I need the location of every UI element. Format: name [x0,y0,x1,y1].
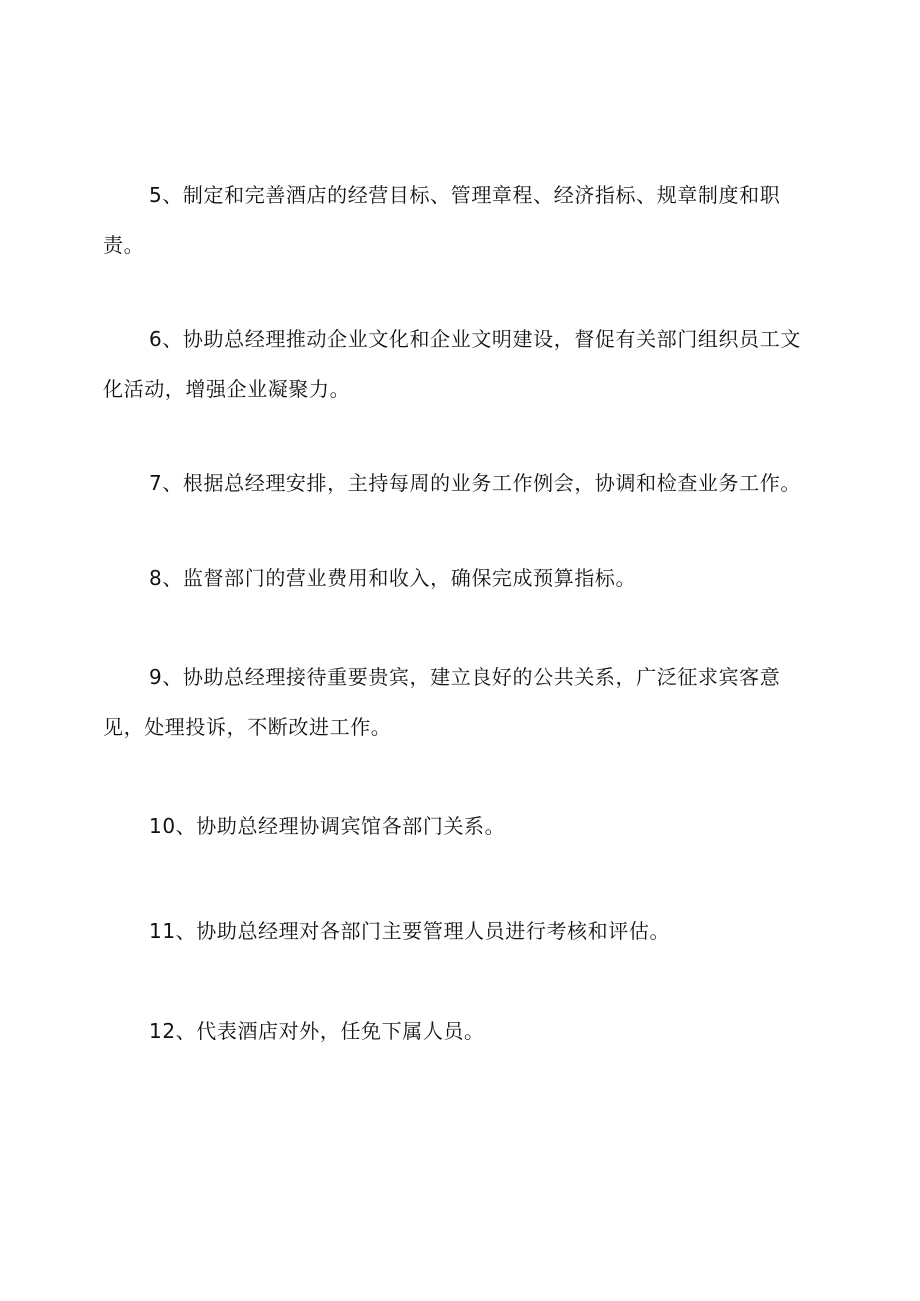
duty-item-8: 8、监督部门的营业费用和收入，确保完成预算指标。 [149,566,637,590]
duty-item-5: 5、制定和完善酒店的经营目标、管理章程、经济指标、规章制度和职责。 [103,183,781,257]
duty-item-12: 12、代表酒店对外，任免下属人员。 [149,1019,485,1043]
duty-item-7: 7、根据总经理安排，主持每周的业务工作例会，协调和检查业务工作。 [149,471,801,495]
duty-item-6: 6、协助总经理推动企业文化和企业文明建设，督促有关部门组织员工文化活动，增强企业凝聚力。 [103,327,801,401]
duty-item-11: 11、协助总经理对各部门主要管理人员进行考核和评估。 [149,919,671,943]
duty-item-9: 9、协助总经理接待重要贵宾，建立良好的公共关系，广泛征求宾客意见，处理投诉，不断改进工作。 [103,665,781,739]
duty-item-10: 10、协助总经理协调宾馆各部门关系。 [149,814,506,838]
